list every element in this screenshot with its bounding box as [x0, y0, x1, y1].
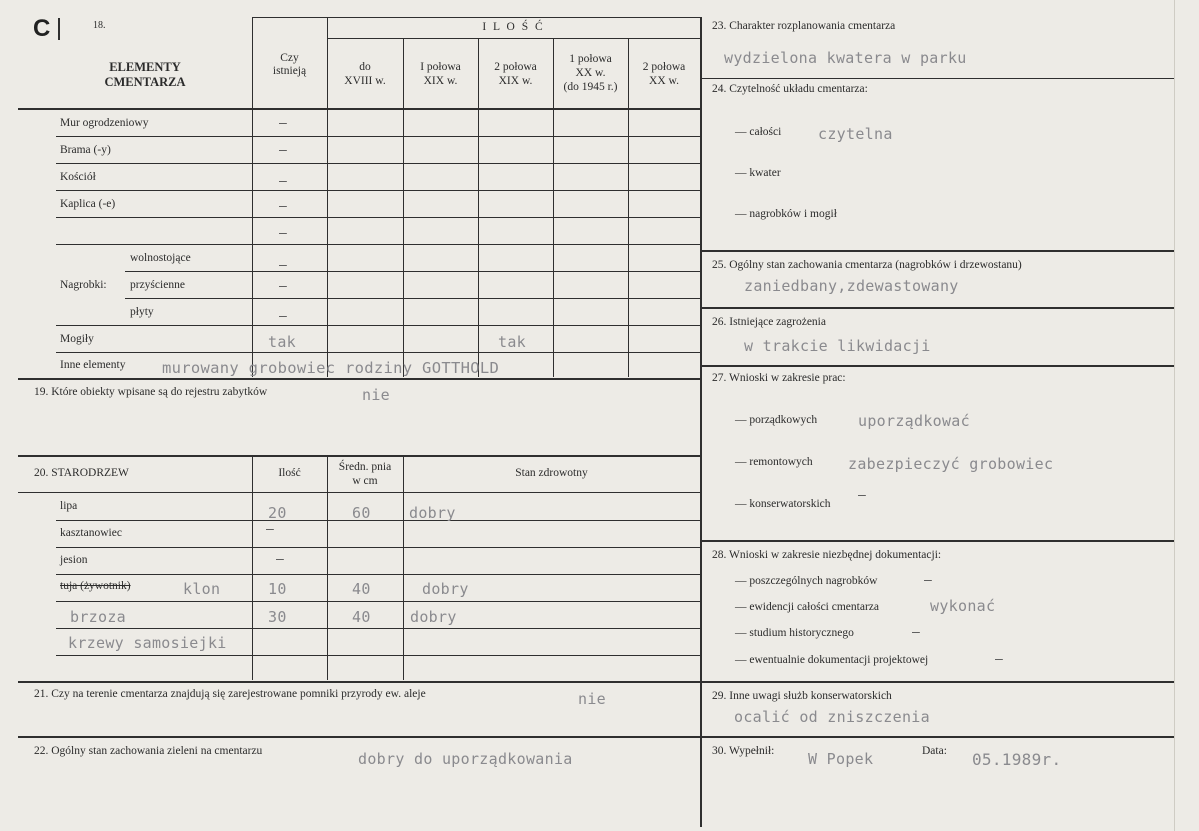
tree-state-linden: dobry	[409, 504, 456, 522]
row-label-wall: Mur ogrodzeniowy	[60, 117, 149, 129]
elements-title-line2: CMENTARZA	[104, 75, 186, 89]
section-29-value: ocalić od zniszczenia	[734, 708, 930, 726]
col-header-line: 2 połowa	[642, 61, 686, 73]
row-label-church: Kościół	[60, 171, 96, 183]
exists-empty: –	[279, 226, 287, 241]
s24-item-quarters: — kwater	[735, 167, 781, 179]
elements-title	[60, 60, 230, 90]
tree-qty-ash: –	[276, 552, 284, 567]
col-header-line: do	[359, 61, 371, 73]
tree-diam-birch: 40	[352, 608, 371, 626]
tree-name-linden: lipa	[60, 500, 78, 512]
s27-item-conservation: — konserwatorskich	[735, 498, 831, 510]
exists-header-line2: istnieją	[272, 65, 307, 77]
date-label: Data:	[922, 745, 947, 757]
s28-item-gravestones: — poszczególnych nagrobków	[735, 575, 878, 587]
exists-wall-mounted: –	[279, 279, 287, 294]
col-header-line: XIX w.	[423, 75, 458, 87]
col-header-line: XX w.	[575, 67, 606, 79]
section-22-value: dobry do uporządkowania	[358, 750, 573, 768]
old-trees-title: 20. STARODRZEW	[34, 467, 129, 479]
section-18-number: 18.	[93, 20, 106, 31]
row-label-gate: Brama (-y)	[60, 144, 111, 156]
graves-label: Mogiły	[60, 333, 94, 345]
tree-typed-shrubs: krzewy samosiejki	[68, 634, 227, 652]
tree-state-birch: dobry	[410, 608, 457, 626]
s27-value-repair: zabezpieczyć grobowiec	[848, 455, 1054, 473]
exists-header	[252, 52, 327, 78]
s24-value-whole: czytelna	[818, 125, 893, 143]
tree-name-chestnut: kasztanowiec	[60, 527, 122, 539]
section-30-label: 30. Wypełnił:	[712, 745, 775, 757]
s24-item-whole: — całości	[735, 126, 782, 138]
tree-qty-maple: 10	[268, 580, 287, 598]
section-19-label: 19. Które obiekty wpisane są do rejestru zabytków	[34, 386, 268, 398]
row-label-wall-mounted: przyścienne	[130, 279, 185, 291]
s27-item-cleanup: — porządkowych	[735, 414, 818, 426]
old-trees-qty-header: Ilość	[278, 467, 301, 479]
section-29-label: 29. Inne uwagi służb konserwatorskich	[712, 690, 892, 702]
col-header-line: XIX w.	[498, 75, 533, 87]
s28-item-project: — ewentualnie dokumentacji projektowej	[735, 654, 929, 666]
s27-value-conservation: –	[858, 488, 866, 503]
section-25-value: zaniedbany,zdewastowany	[744, 277, 959, 295]
col-header-1xix	[403, 60, 478, 88]
row-label-freestanding: wolnostojące	[130, 252, 191, 264]
section-21-label: 21. Czy na terenie cmentarza znajdują się zarejestrowane pomniki przyrody ew. aleje	[34, 688, 426, 700]
elements-title-line1: ELEMENTY	[109, 60, 181, 74]
graves-count-value: tak	[498, 333, 526, 351]
col-header-2xix	[478, 60, 553, 88]
s28-value-history: –	[912, 625, 920, 640]
tree-name-ash: jesion	[60, 554, 88, 566]
tree-name-thuja: tuja (żywotnik)	[60, 580, 131, 592]
section-21-value: nie	[578, 690, 606, 708]
section-19-value: nie	[362, 386, 390, 404]
tree-diam-linden: 60	[352, 504, 371, 522]
s27-value-cleanup: uporządkować	[858, 412, 970, 430]
old-trees-diam-header	[327, 460, 403, 488]
diam-header-line1: Średn. pnia	[338, 461, 392, 473]
s28-item-history: — studium historycznego	[735, 627, 854, 639]
exists-chapel: –	[279, 199, 287, 214]
exists-header-line1: Czy	[280, 52, 299, 64]
s28-value-gravestones: –	[924, 573, 932, 588]
col-header-line: XX w.	[649, 75, 679, 87]
section-22-label: 22. Ogólny stan zachowania zieleni na cmentarzu	[34, 745, 263, 757]
row-label-chapel: Kaplica (-e)	[60, 198, 116, 210]
exists-gate: –	[279, 143, 287, 158]
tree-qty-chestnut: –	[266, 522, 274, 537]
col-header-line: I połowa	[420, 61, 461, 73]
s28-item-registry: — ewidencji całości cmentarza	[735, 601, 879, 613]
section-27-label: 27. Wnioski w zakresie prac:	[712, 372, 846, 384]
col-header-line: 1 połowa	[569, 53, 612, 65]
gravestones-label: Nagrobki:	[60, 279, 107, 291]
old-trees-state-header: Stan zdrowotny	[515, 467, 588, 479]
diam-header-line2: w cm	[352, 475, 378, 487]
graves-exists-value: tak	[268, 333, 296, 351]
tree-typed-maple: klon	[183, 580, 221, 598]
s28-value-registry: wykonać	[930, 597, 996, 615]
section-28-label: 28. Wnioski w zakresie niezbędnej dokumentacji:	[712, 549, 942, 561]
col-header-line: 2 połowa	[494, 61, 537, 73]
exists-freestanding: –	[279, 258, 287, 273]
exists-slabs: –	[279, 309, 287, 324]
row-label-slabs: płyty	[130, 306, 154, 318]
filled-by-value: W Popek	[808, 750, 874, 768]
col-header-line: (do 1945 r.)	[563, 81, 618, 93]
exists-church: –	[279, 174, 287, 189]
col-header-1xx	[553, 52, 628, 94]
date-value: 05.1989r.	[972, 750, 1062, 769]
section-23-value: wydzielona kwatera w parku	[724, 49, 967, 67]
tree-qty-linden: 20	[268, 504, 287, 522]
col-header-2xx	[628, 60, 700, 88]
s28-value-project: –	[995, 652, 1003, 667]
card-code: C	[33, 15, 51, 42]
other-elements-value: murowany grobowiec rodziny GOTTHOLD	[162, 359, 500, 377]
section-23-label: 23. Charakter rozplanowania cmentarza	[712, 20, 896, 32]
tree-typed-birch: brzoza	[70, 608, 126, 626]
s27-item-repair: — remontowych	[735, 456, 813, 468]
section-26-value: w trakcie likwidacji	[744, 337, 931, 355]
col-header-xviii	[327, 60, 403, 88]
tree-diam-maple: 40	[352, 580, 371, 598]
section-25-label: 25. Ogólny stan zachowania cmentarza (nagrobków i drzewostanu)	[712, 259, 1022, 271]
exists-wall: –	[279, 116, 287, 131]
section-26-label: 26. Istniejące zagrożenia	[712, 316, 826, 328]
quantity-header: I L O Ś Ć	[482, 21, 545, 33]
tree-state-maple: dobry	[422, 580, 469, 598]
col-header-line: XVIII w.	[344, 75, 386, 87]
tree-qty-birch: 30	[268, 608, 287, 626]
s24-item-graves: — nagrobków i mogił	[735, 208, 837, 220]
other-elements-label: Inne elementy	[60, 359, 126, 371]
section-24-label: 24. Czytelność układu cmentarza:	[712, 83, 868, 95]
